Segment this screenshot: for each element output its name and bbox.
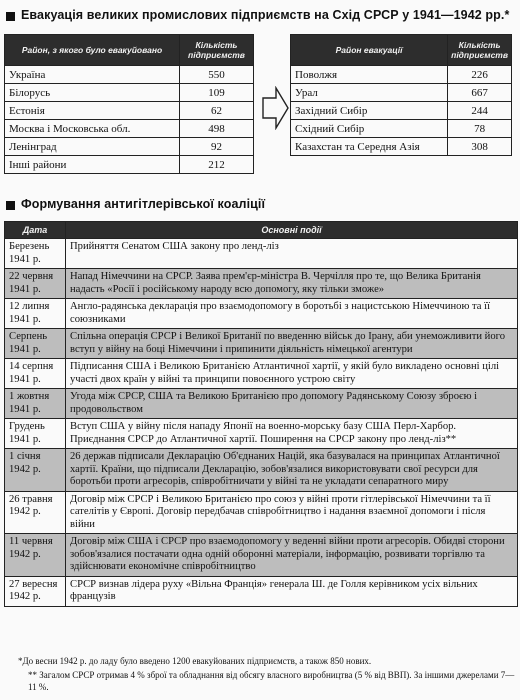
count-cell: 78 <box>448 120 512 138</box>
table-row <box>291 120 512 138</box>
event-description: 26 держав підписали Декларацію Об'єднаних Націй, яка базувалася на принципах Атлантичної хартії. Країни, що підписали Декларацію, зобов'язалися використовувати свої ресурси для боротьби проти агресорів, співробітничати у війні та не укладати сепаратного миру <box>66 449 518 492</box>
event-description: Англо-радянська декларація про взаємодопомогу в боротьбі з нацистською Німеччиною та її союзниками <box>66 299 518 329</box>
event-date: Грудень 1941 р. <box>5 419 66 449</box>
count-cell: 244 <box>448 102 512 120</box>
event-date: 22 червня 1941 р. <box>5 269 66 299</box>
evacuated-to-table <box>290 34 512 156</box>
region-cell: Москва і Московська обл. <box>5 120 180 138</box>
event-date: Серпень 1941 р. <box>5 329 66 359</box>
event-row <box>5 491 518 534</box>
event-row <box>5 359 518 389</box>
section-title-coalition: Формування антигітлерівської коаліції <box>21 197 266 211</box>
event-description: Спільна операція СРСР і Великої Британії по введенню військ до Ірану, аби унеможливити його вступ у війну на боці Німеччини і припинити діяльність німецької агентури <box>66 329 518 359</box>
column-header: Кількість підприємств <box>448 35 512 66</box>
event-description: СРСР визнав лідера руху «Вільна Франція» генерала Ш. де Голля керівником усіх вільних французів <box>66 576 518 606</box>
region-cell: Урал <box>291 84 448 102</box>
event-row <box>5 329 518 359</box>
column-header: Район, з якого було евакуйовано <box>5 35 180 66</box>
event-row <box>5 269 518 299</box>
event-date: Березень 1941 р. <box>5 239 66 269</box>
table-row <box>291 138 512 156</box>
event-date: 12 липня 1941 р. <box>5 299 66 329</box>
region-cell: Поволжя <box>291 66 448 84</box>
region-cell: Казахстан та Середня Азія <box>291 138 448 156</box>
region-cell: Україна <box>5 66 180 84</box>
event-date: 11 червня 1942 р. <box>5 534 66 577</box>
count-cell: 667 <box>448 84 512 102</box>
column-header: Район евакуації <box>291 35 448 66</box>
event-date: 27 вересня 1942 р. <box>5 576 66 606</box>
table-row <box>291 84 512 102</box>
region-cell: Західний Сибір <box>291 102 448 120</box>
column-header-date: Дата <box>5 222 66 239</box>
event-date: 1 жовтня 1941 р. <box>5 389 66 419</box>
table-row <box>5 120 254 138</box>
event-description: Підписання США і Великою Британією Атлантичної хартії, у якій було викладено основні цілі участі двох країн у війні та принципи повоєнного устрою світу <box>66 359 518 389</box>
event-description: Прийняття Сенатом США закону про ленд-ліз <box>66 239 518 269</box>
count-cell: 92 <box>180 138 254 156</box>
event-description: Договір між СРСР і Великою Британією про союз у війні проти гітлерівської Німеччини та її сателітів у Європі. Договір передбачав співробітництво і надання взаємної допомоги і після війни <box>66 491 518 534</box>
table-row <box>5 84 254 102</box>
event-row <box>5 449 518 492</box>
footnote: *До весни 1942 р. до ладу було введено 1200 евакуйованих підприємств, а також 850 нових. <box>18 656 372 666</box>
table-row <box>5 102 254 120</box>
column-header-events: Основні події <box>66 222 518 239</box>
event-row <box>5 299 518 329</box>
count-cell: 212 <box>180 156 254 174</box>
region-cell: Інші райони <box>5 156 180 174</box>
count-cell: 308 <box>448 138 512 156</box>
event-description: Напад Німеччини на СРСР. Заява прем'єр-міністра В. Черчілля про те, що Велика Британія надасть «Росії і російському народу всю допомогу, яку тільки зможе» <box>66 269 518 299</box>
event-row <box>5 576 518 606</box>
table-row <box>291 102 512 120</box>
table-row <box>5 138 254 156</box>
count-cell: 550 <box>180 66 254 84</box>
event-description: Вступ США у війну після нападу Японії на военно-морську базу США Перл-Харбор. Приєднання СРСР до Атлантичної хартії. Поширення на СРСР закону про ленд-ліз** <box>66 419 518 449</box>
table-row <box>291 66 512 84</box>
event-row <box>5 534 518 577</box>
section-bullet <box>6 201 15 210</box>
event-row <box>5 389 518 419</box>
column-header: Кількість підприємств <box>180 35 254 66</box>
event-date: 14 серпня 1941 р. <box>5 359 66 389</box>
region-cell: Східний Сибір <box>291 120 448 138</box>
region-cell: Естонія <box>5 102 180 120</box>
section-bullet <box>6 12 15 21</box>
count-cell: 62 <box>180 102 254 120</box>
arrow-right-icon <box>262 86 290 130</box>
event-description: Договір між США і СРСР про взаємодопомогу у веденні війни проти агресорів. Обидві сторони зобов'язалися постачати одна одній оборонні матеріали, інформацію, розвивати торгівлю та здійснювати економічне співробітництво <box>66 534 518 577</box>
table-row <box>5 156 254 174</box>
event-description: Угода між СРСР, США та Великою Британією про допомогу Радянському Союзу зброєю і продовольством <box>66 389 518 419</box>
event-date: 26 травня 1942 р. <box>5 491 66 534</box>
count-cell: 498 <box>180 120 254 138</box>
region-cell: Ленінград <box>5 138 180 156</box>
coalition-table <box>4 221 518 607</box>
count-cell: 226 <box>448 66 512 84</box>
evacuated-from-table <box>4 34 254 174</box>
count-cell: 109 <box>180 84 254 102</box>
section-title-evacuation: Евакуація великих промислових підприємств на Схід СРСР у 1941—1942 рр.* <box>21 8 510 22</box>
event-row <box>5 419 518 449</box>
event-date: 1 січня 1942 р. <box>5 449 66 492</box>
footnote: ** Загалом СРСР отримав 4 % зброї та обладнання від обсягу власного виробництва (5 % від ВВП). За іншими джерелами 7—11 %. <box>28 670 515 692</box>
event-row <box>5 239 518 269</box>
region-cell: Білорусь <box>5 84 180 102</box>
table-row <box>5 66 254 84</box>
